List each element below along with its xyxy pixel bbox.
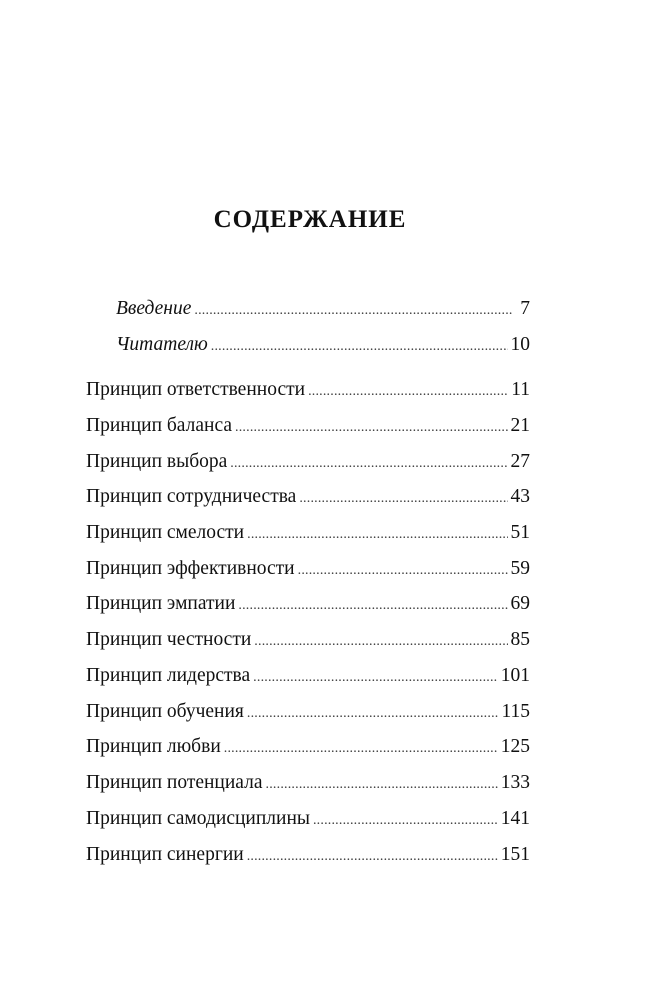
toc-entry <box>86 485 530 511</box>
toc-entry <box>86 521 530 547</box>
toc-entry-label: Принцип самодисциплины <box>86 808 310 829</box>
dot-leader <box>299 487 507 511</box>
toc-entry-label: Читателю <box>116 334 208 355</box>
dot-leader <box>194 299 513 323</box>
toc-entry <box>86 843 530 869</box>
toc-entry-page: 85 <box>510 629 530 650</box>
toc-entry-introduction <box>116 297 530 323</box>
dot-leader <box>211 335 508 359</box>
toc-entry-page: 141 <box>500 808 530 829</box>
dot-leader <box>266 773 498 797</box>
dot-leader <box>247 523 507 547</box>
toc-entry-page: 115 <box>501 701 530 722</box>
page-title: СОДЕРЖАНИЕ <box>213 206 407 233</box>
toc-entry <box>86 592 530 618</box>
toc-entry-label: Принцип потенциала <box>86 772 263 793</box>
toc-entry-label: Принцип эффективности <box>86 558 295 579</box>
toc-entry-label: Принцип баланса <box>86 415 233 436</box>
dot-leader <box>254 630 507 654</box>
toc-entry-label: Принцип эмпатии <box>86 593 236 614</box>
dot-leader <box>238 594 507 618</box>
toc-entry-label: Принцип лидерства <box>86 665 251 686</box>
toc-entry <box>86 378 530 404</box>
dot-leader <box>253 666 498 690</box>
toc-entry <box>86 414 530 440</box>
toc-entry-page: 11 <box>511 379 530 400</box>
dot-leader <box>247 702 499 726</box>
toc-entry-label: Принцип сотрудничества <box>86 486 297 507</box>
dot-leader <box>247 845 498 869</box>
toc-entry-label: Принцип ответственности <box>86 379 306 400</box>
toc-entry-label: Принцип честности <box>86 629 252 650</box>
dot-leader <box>224 737 498 761</box>
toc-entry-label: Принцип выбора <box>86 451 228 472</box>
toc-entry-to-reader <box>116 333 530 359</box>
toc-entry-page: 101 <box>500 665 530 686</box>
toc-entry-page: 69 <box>510 593 530 614</box>
toc-entry-label: Принцип любви <box>86 736 221 757</box>
toc-entry <box>86 450 530 476</box>
toc-entry-page: 59 <box>510 558 530 579</box>
toc-entry-page: 133 <box>500 772 530 793</box>
toc-entry-page: 151 <box>500 844 530 865</box>
toc-entry-page: 21 <box>510 415 530 436</box>
toc-entry <box>86 735 530 761</box>
toc-entry <box>86 628 530 654</box>
toc-entry-page: 27 <box>510 451 530 472</box>
dot-leader <box>298 559 508 583</box>
toc-entry-page: 43 <box>510 486 530 507</box>
dot-leader <box>308 380 508 404</box>
toc-entry <box>86 807 530 833</box>
toc-entry-page: 7 <box>520 298 530 319</box>
toc-entry-page: 51 <box>510 522 530 543</box>
toc-entry-page: 125 <box>500 736 530 757</box>
toc-entry <box>86 771 530 797</box>
toc-entry-label: Принцип смелости <box>86 522 245 543</box>
toc-entry <box>86 664 530 690</box>
toc-entry-label: Принцип обучения <box>86 701 244 722</box>
toc-entry <box>86 557 530 583</box>
toc-entry-label: Введение <box>116 298 192 319</box>
toc-entry-page: 10 <box>510 334 530 355</box>
dot-leader <box>235 416 507 440</box>
dot-leader <box>313 809 498 833</box>
toc-entry <box>86 700 530 726</box>
toc-entry-label: Принцип синергии <box>86 844 244 865</box>
dot-leader <box>230 452 507 476</box>
